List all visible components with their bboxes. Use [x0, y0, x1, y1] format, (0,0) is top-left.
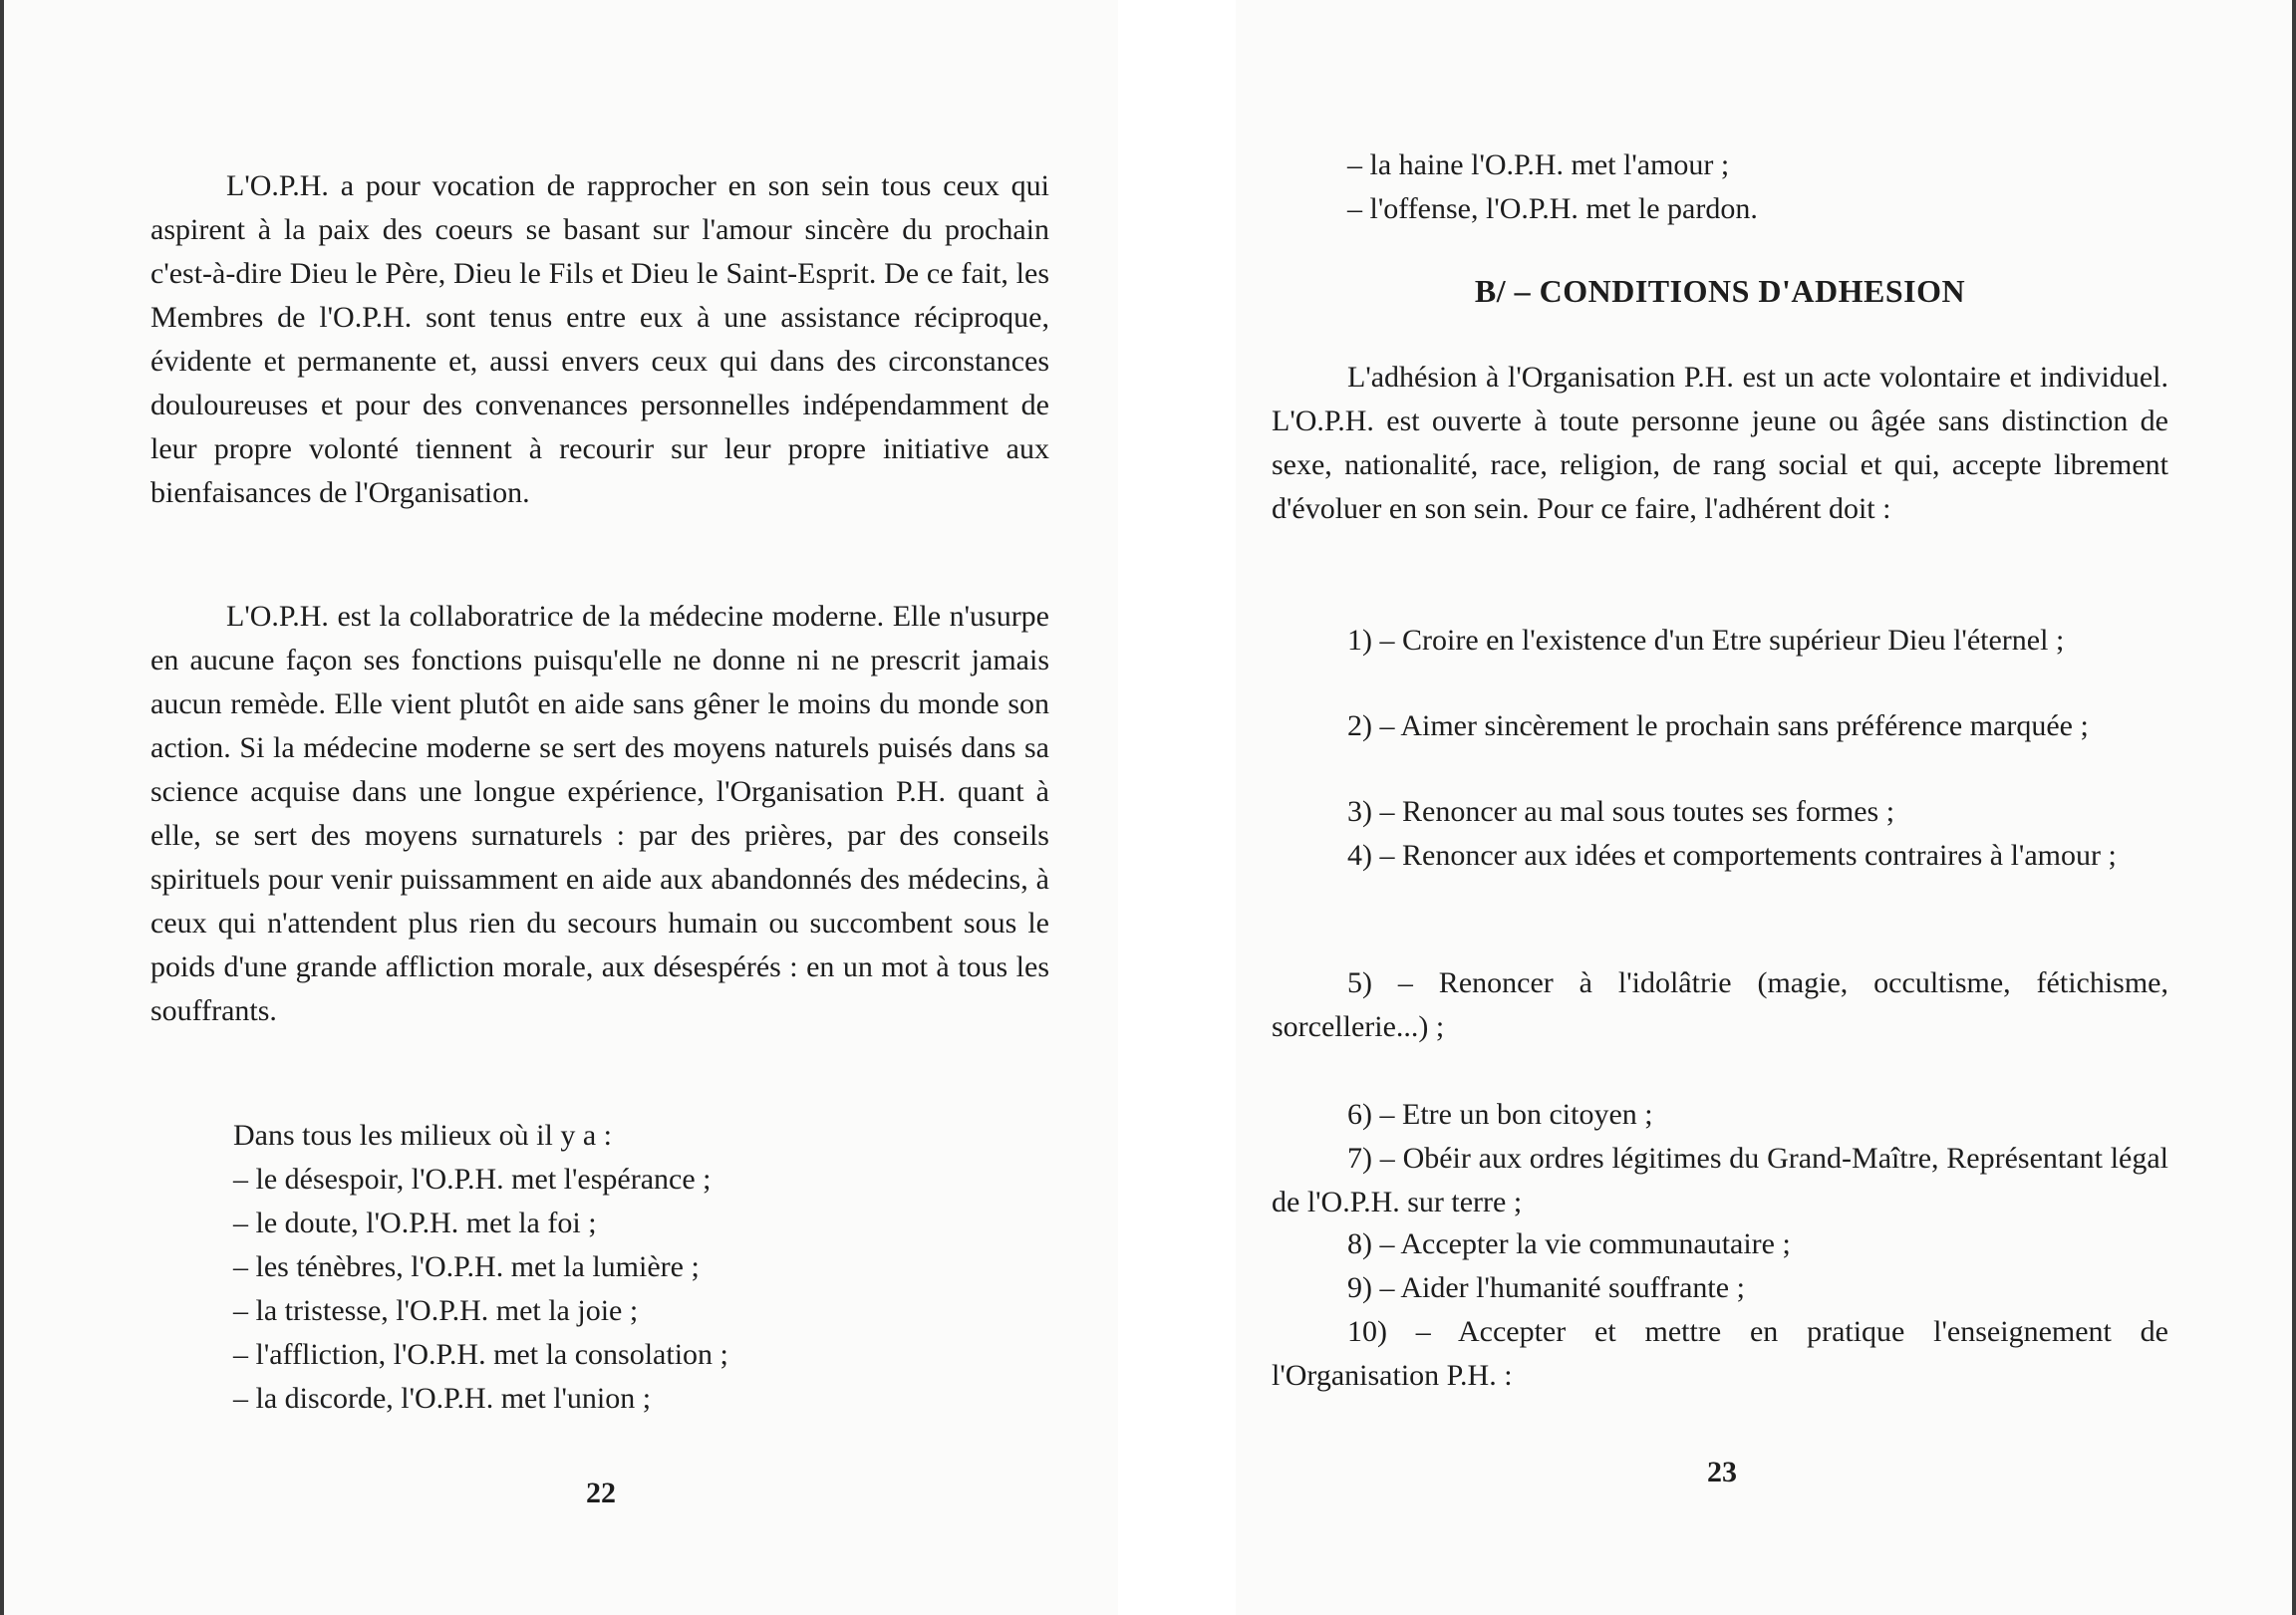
list-item: – la haine l'O.P.H. met l'amour ; [1347, 148, 1730, 181]
condition-text: 8) – Accepter la vie communautaire ; [1347, 1227, 1791, 1260]
page-number-right: 23 [1707, 1456, 1737, 1488]
paragraph-text: L'O.P.H. a pour vocation de rapprocher en son sein tous ceux qui aspirent à la paix des coeurs se basant sur l'amour sincère du prochain c'est-à-dire Dieu le Père, Dieu le Fils et Dieu le Saint-Esprit. De ce fait, les Membres de l'O.P.H. sont tenus entre eux à une assistance réciproque, évidente et permanente et, aussi envers ceux qui dans des circonstances douloureuses et pour des convenances personnelles indépendamment de leur propre volonté tiennent à recourir sur leur propre initiative aux bienfaisances de l'Organisation. [150, 169, 1049, 509]
condition-item [1272, 961, 2168, 1049]
right-list-continuation [1272, 143, 2168, 231]
condition-item [1272, 704, 2168, 748]
condition-item [1272, 619, 2168, 663]
left-page-side-edge [0, 0, 4, 1615]
list-item: – le désespoir, l'O.P.H. met l'espérance ; [233, 1163, 712, 1196]
list-item: – la tristesse, l'O.P.H. met la joie ; [233, 1294, 639, 1327]
right-paragraph-adhesion [1272, 356, 2168, 531]
paragraph-text: L'adhésion à l'Organisation P.H. est un acte volontaire et individuel. L'O.P.H. est ouverte à toute personne jeune ou âgée sans distinction de sexe, nationalité, race, religion, de rang social et qui, accepte librement d'évoluer en son sein. Pour ce faire, l'adhérent doit : [1272, 361, 2168, 525]
right-page-side-edge [2292, 0, 2296, 1615]
condition-text: 1) – Croire en l'existence d'un Etre supérieur Dieu l'éternel ; [1347, 624, 2065, 657]
condition-item [1272, 1093, 2168, 1137]
condition-text: 9) – Aider l'humanité souffrante ; [1347, 1271, 1745, 1304]
list-item: – les ténèbres, l'O.P.H. met la lumière ; [233, 1250, 700, 1283]
left-list-block [150, 1114, 1049, 1421]
list-item: – l'affliction, l'O.P.H. met la consolation ; [233, 1338, 728, 1371]
condition-text: 2) – Aimer sincèrement le prochain sans préférence marquée ; [1347, 709, 2089, 742]
condition-item [1272, 1222, 2168, 1266]
book-gutter [1118, 0, 1236, 1615]
left-paragraph-mission [150, 164, 1049, 515]
condition-text: 7) – Obéir aux ordres légitimes du Grand-Maître, Représentant légal de l'O.P.H. sur terre ; [1272, 1142, 2168, 1218]
condition-item [1272, 1310, 2168, 1398]
paragraph-text: L'O.P.H. est la collaboratrice de la médecine moderne. Elle n'usurpe en aucune façon ses fonctions puisqu'elle ne donne ni ne prescrit jamais aucun remède. Elle vient plutôt en aide sans gêner le moins du monde son action. Si la médecine moderne se sert des moyens naturels puisés dans sa science acquise dans une longue expérience, l'Organisation P.H. quant à elle, se sert des moyens surnaturels : par des prières, par des conseils spirituels pour venir puissamment en aide aux abandonnés des médecins, à ceux qui n'attendent plus rien du secours humain ou succombent sous le poids d'une grande affliction morale, aux désespérés : en un mot à tous les souffrants. [150, 600, 1049, 1027]
condition-text: 6) – Etre un bon citoyen ; [1347, 1098, 1653, 1131]
condition-text: 4) – Renoncer aux idées et comportements contraires à l'amour ; [1347, 839, 2117, 872]
condition-text: 3) – Renoncer au mal sous toutes ses formes ; [1347, 795, 1895, 828]
section-heading: B/ – CONDITIONS D'ADHESION [1474, 273, 1966, 309]
condition-text: 10) – Accepter et mettre en pratique l'enseignement de l'Organisation P.H. : [1272, 1315, 2168, 1392]
list-item: – la discorde, l'O.P.H. met l'union ; [233, 1382, 652, 1415]
condition-text: 5) – Renoncer à l'idolâtrie (magie, occultisme, fétichisme, sorcellerie...) ; [1272, 966, 2168, 1043]
condition-item [1272, 790, 2168, 834]
condition-item [1272, 834, 2168, 878]
page-number-left: 22 [586, 1477, 616, 1509]
condition-item [1272, 1137, 2168, 1224]
condition-item [1272, 1266, 2168, 1310]
left-paragraph-medicine [150, 595, 1049, 1033]
list-item: – l'offense, l'O.P.H. met le pardon. [1347, 192, 1758, 225]
list-item: – le doute, l'O.P.H. met la foi ; [233, 1207, 597, 1239]
list-intro: Dans tous les milieux où il y a : [233, 1119, 612, 1152]
